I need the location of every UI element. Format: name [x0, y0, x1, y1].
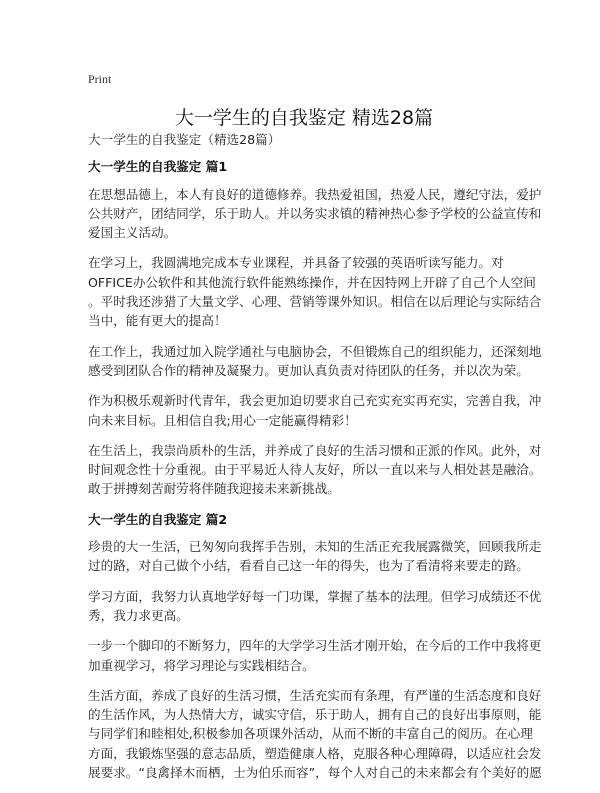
- text-line: 珍贵的大一生活，已匆匆向我挥手告别，未知的生活正充我展露微笑，回顾我所走: [88, 539, 542, 555]
- section-heading: 大一学生的自我鉴定 篇1: [88, 159, 228, 175]
- paragraph: [88, 185, 542, 243]
- text-line: 感受到团队合作的精神及凝聚力。更加认真负责对待团队的任务，并以次为荣。: [88, 362, 529, 378]
- text-line: 当中，能有更大的提高！: [88, 313, 227, 329]
- section-2: [88, 510, 542, 783]
- document-title: 大一学生的自我鉴定 精选28篇: [174, 107, 434, 129]
- text-line: 在生活上，我崇尚质朴的生活，并养成了良好的生活习惯和正派的作风。此外，对: [88, 442, 542, 458]
- text-line: 学习方面，我努力认真地学好每一门功课，掌握了基本的法理。但学习成绩还不优: [88, 588, 542, 604]
- text-line: 加重视学习，将学习理论与实践相结合。: [88, 657, 315, 673]
- paragraph: [88, 537, 542, 576]
- text-line: 一步一个脚印的不断努力，四年的大学学习生活才刚开始，在今后的工作中我将更: [88, 638, 542, 654]
- text-line: 。平时我还涉猎了大量文学、心理、营销等课外知识。相信在以后理论与实际结合: [88, 294, 542, 310]
- text-line: 秀，我力求更高。: [88, 607, 189, 623]
- text-line: 爱国主义活动。: [88, 225, 177, 241]
- text-line: 展要求。“良禽择木而栖，士为伯乐而容”，每个人对自己的未来都会有个美好的愿: [88, 765, 542, 781]
- text-line: 公共财产，团结同学，乐于助人。并以务实求镇的精神热心参予学校的公益宣传和: [88, 205, 542, 221]
- paragraph: [88, 686, 542, 782]
- text-line: 生活方面，养成了良好的生活习惯，生活充实而有条理，有严谨的生活态度和良好: [88, 687, 542, 703]
- text-line: 在思想品德上，本人有良好的道德修养。我热爱祖国，热爱人民，遵纪守法，爱护: [88, 186, 542, 202]
- paragraph: [88, 342, 542, 381]
- paragraph: [88, 253, 542, 330]
- text-line: 作为积极乐观新时代青年，我会更加迫切要求自己充实充实再充实，完善自我，冲: [88, 393, 542, 409]
- text-line: OFFICE办公软件和其他流行软件能熟练操作，并在因特网上开辟了自己个人空间: [88, 274, 536, 290]
- text-line: 在工作上，我通过加入院学通社与电脑协会，不但锻炼自己的组织能力，还深刻地: [88, 343, 542, 359]
- text-line: 的生活作风，为人热情大方，诚实守信，乐于助人，拥有自己的良好出事原则，能: [88, 707, 542, 723]
- text-line: 敢于拼搏刻苦耐劳将伴随我迎接未来新挑战。: [88, 481, 340, 497]
- text-line: 与同学们和睦相处,积极参加各项课外活动，从而不断的丰富自己的阅历。在心理: [88, 726, 533, 742]
- text-line: 时间观念性十分重视。由于平易近人待人友好，所以一直以来与人相处甚是融洽。: [88, 462, 542, 478]
- text-line: 在学习上，我圆满地完成本专业课程，并具备了较强的英语听读写能力。对: [88, 255, 504, 271]
- document-subtitle: 大一学生的自我鉴定（精选28篇）: [88, 132, 281, 147]
- paragraph: [88, 636, 542, 675]
- paragraph: [88, 441, 542, 499]
- text-line: 向未来目标。且相信自我;用心一定能赢得精彩！: [88, 412, 357, 428]
- print-label: Print: [88, 72, 112, 86]
- paragraph: [88, 391, 542, 430]
- document-body: [88, 130, 542, 793]
- text-line: 过的路，对自己做个小结，看看自己这一年的得失，也为了看清将来要走的路。: [88, 558, 529, 574]
- section-1: [88, 157, 542, 498]
- section-heading: 大一学生的自我鉴定 篇2: [88, 511, 228, 527]
- paragraph: [88, 587, 542, 626]
- text-line: 方面，我锻炼坚强的意志品质，塑造健康人格，克服各种心理障碍，以适应社会发: [88, 745, 542, 761]
